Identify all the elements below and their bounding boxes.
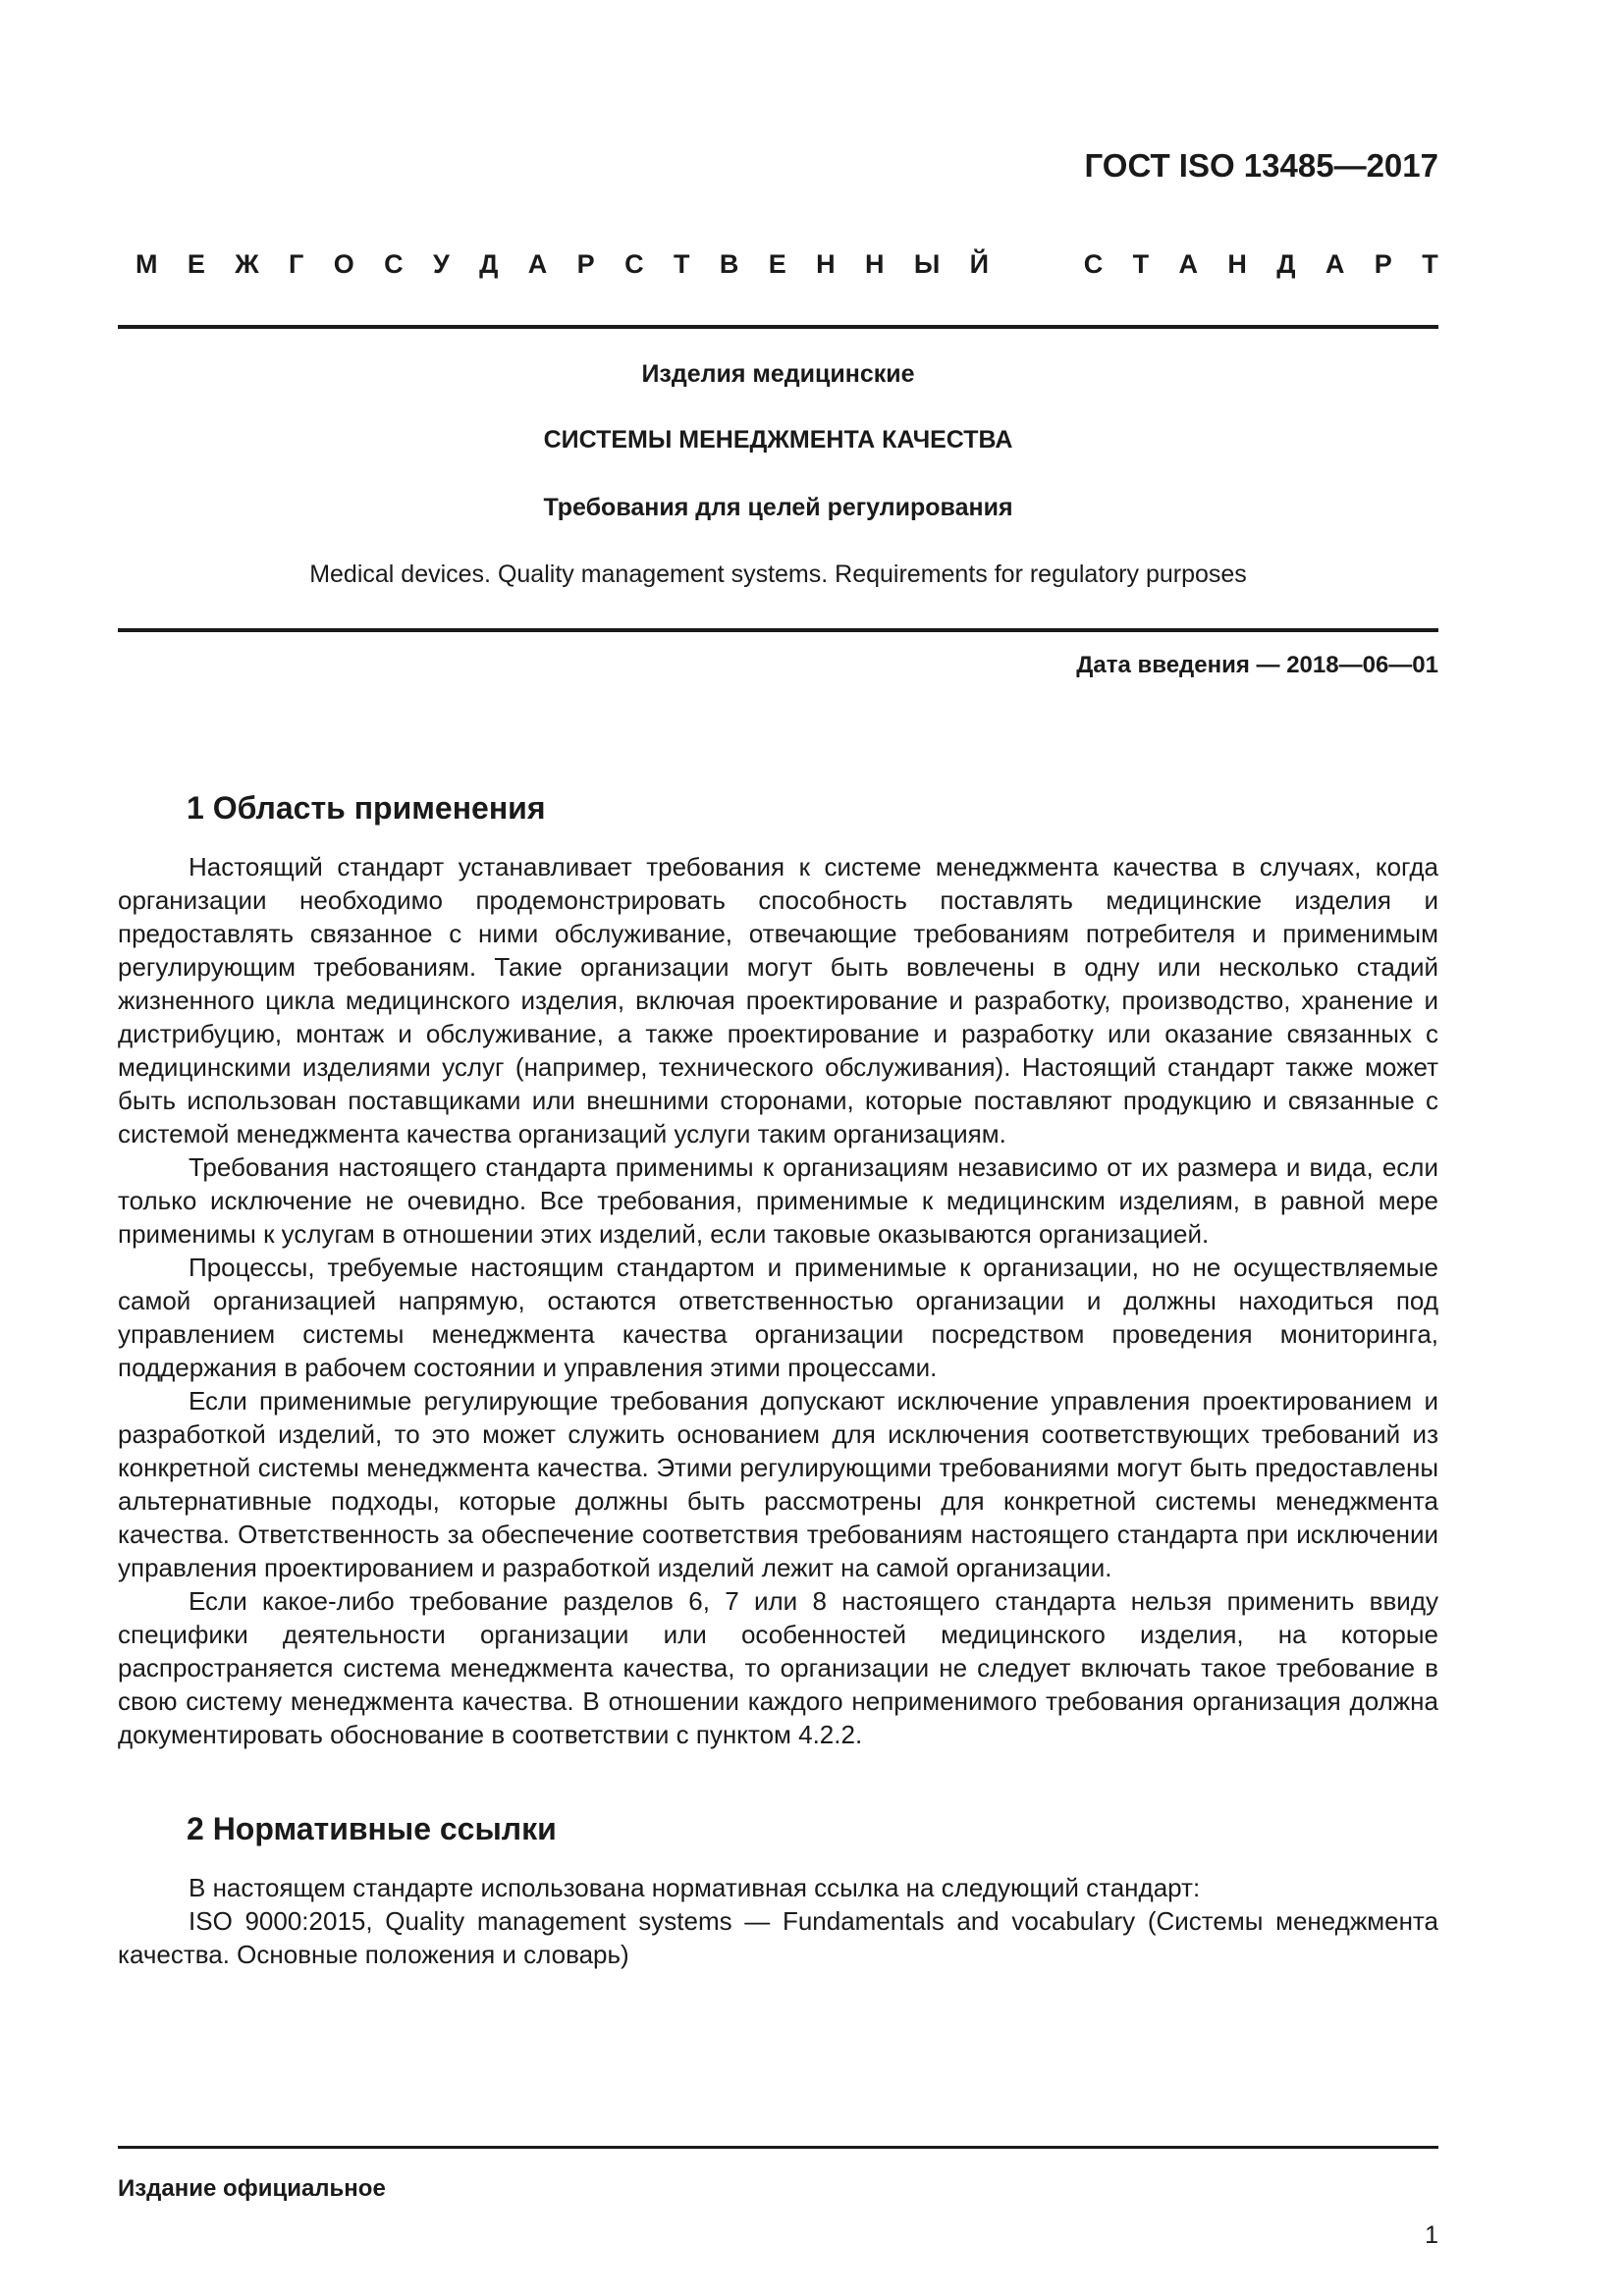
header-divider — [118, 325, 1438, 329]
type-letter: Ж — [235, 249, 259, 279]
type-letter: О — [333, 249, 354, 279]
type-letter: Т — [1422, 249, 1438, 279]
title-group: Изделия медицинские — [641, 360, 915, 388]
introduction-date: Дата введения — 2018—06—01 — [1076, 652, 1438, 678]
type-letter: Т — [673, 249, 690, 279]
type-letter: Й — [969, 249, 990, 279]
type-letter: Е — [187, 249, 205, 279]
standard-type-heading — [135, 249, 1438, 280]
type-letter: Д — [1276, 249, 1296, 279]
type-letter: Н — [816, 249, 836, 279]
type-letter: А — [1178, 249, 1199, 279]
title-english: Medical devices. Quality management systems. Requirements for regulatory purposes — [309, 561, 1247, 588]
type-letter: Д — [479, 249, 499, 279]
paragraph: Требования настоящего стандарта применимы к организациям независимо от их размера и вида, если только исключение не очевидно. Все требования, применимые к медицинским изделиям, в равной мере применимы к услугам в отношении этих изделий, если таковые оказываются организацией. — [118, 1152, 1438, 1249]
type-letter: Т — [1132, 249, 1150, 279]
type-letter: Р — [1374, 249, 1392, 279]
title-divider — [118, 628, 1438, 632]
paragraph: Процессы, требуемые настоящим стандартом и применимые к организации, но не осуществляемые самой организацией напрямую, остаются ответственностью организации и должны находиться под управлением системы менеджмента качества организации посредством проведения мониторинга, поддержания в рабочем состоянии и управления этими процессами. — [118, 1253, 1438, 1382]
section-body — [118, 1871, 1438, 1971]
section-heading: 2 Нормативные ссылки — [187, 1811, 557, 1846]
type-letter: А — [527, 249, 548, 279]
type-letter: С — [384, 249, 404, 279]
type-letter: С — [1083, 249, 1104, 279]
footer-divider — [118, 2146, 1438, 2149]
title-main: СИСТЕМЫ МЕНЕДЖМЕНТА КАЧЕСТВА — [543, 426, 1013, 454]
type-letter: А — [1325, 249, 1345, 279]
type-letter: В — [719, 249, 739, 279]
paragraph: Настоящий стандарт устанавливает требования к системе менеджмента качества в случаях, когда организации необходимо продемонстрировать способность поставлять медицинские изделия и предоставлять связанное с ними обслуживание, отвечающие требованиям потребителя и применимым регулирующим требованиям. Такие организации могут быть вовлечены в одну или несколько стадий жизненного цикла медицинского изделия, включая проектирование и разработку, производство, хранение и дистрибуцию, монтаж и обслуживание, а также проектирование и разработку или оказание связанных с медицинскими изделиями услуг (например, технического обслуживания). Настоящий стандарт также может быть использован поставщиками или внешними сторонами, которые поставляют продукцию и связанные с системой менеджмента качества организаций услуги таким организациям. — [118, 852, 1438, 1148]
paragraph: ISO 9000:2015, Quality management systems — Fundamentals and vocabulary (Системы менеджмента качества. Основные положения и словарь) — [118, 1906, 1438, 1969]
type-letter: Р — [576, 249, 595, 279]
section-heading: 1 Область применения — [187, 790, 546, 826]
section-body — [118, 850, 1438, 1751]
edition-label: Издание официальное — [118, 2175, 386, 2202]
type-letter: Н — [864, 249, 885, 279]
standard-code: ГОСТ ISO 13485—2017 — [1084, 147, 1438, 184]
type-letter: Ы — [913, 249, 941, 279]
type-letter: Е — [768, 249, 786, 279]
type-letter: У — [433, 249, 450, 279]
page-number: 1 — [1425, 2221, 1438, 2249]
paragraph: В настоящем стандарте использована нормативная ссылка на следующий стандарт: — [189, 1873, 1201, 1902]
type-letter: С — [624, 249, 644, 279]
paragraph: Если какое-либо требование разделов 6, 7 или 8 настоящего стандарта нельзя применить ввиду специфики деятельности организации или особенностей медицинского изделия, на которые распространяется система менеджмента качества, то организации не следует включать такое требование в свою систему менеджмента качества. В отношении каждого неприменимого требования организация должна документировать обоснование в соответствии с пунктом 4.2.2. — [118, 1586, 1438, 1749]
title-subtitle: Требования для целей регулирования — [543, 494, 1013, 521]
paragraph: Если применимые регулирующие требования допускают исключение управления проектированием и разработкой изделий, то это может служить основанием для исключения соответствующих требований из конкретной системы менеджмента качества. Этими регулирующими требованиями могут быть предоставлены альтернативные подходы, которые должны быть рассмотрены для конкретной системы менеджмента качества. Ответственность за обеспечение соответствия требованиям настоящего стандарта при исключении управления проектированием и разработкой изделий лежит на самой организации. — [118, 1386, 1438, 1582]
word-gap — [1018, 249, 1054, 280]
type-letter: М — [135, 249, 158, 279]
type-letter: Н — [1227, 249, 1247, 279]
type-letter: Г — [289, 249, 304, 279]
